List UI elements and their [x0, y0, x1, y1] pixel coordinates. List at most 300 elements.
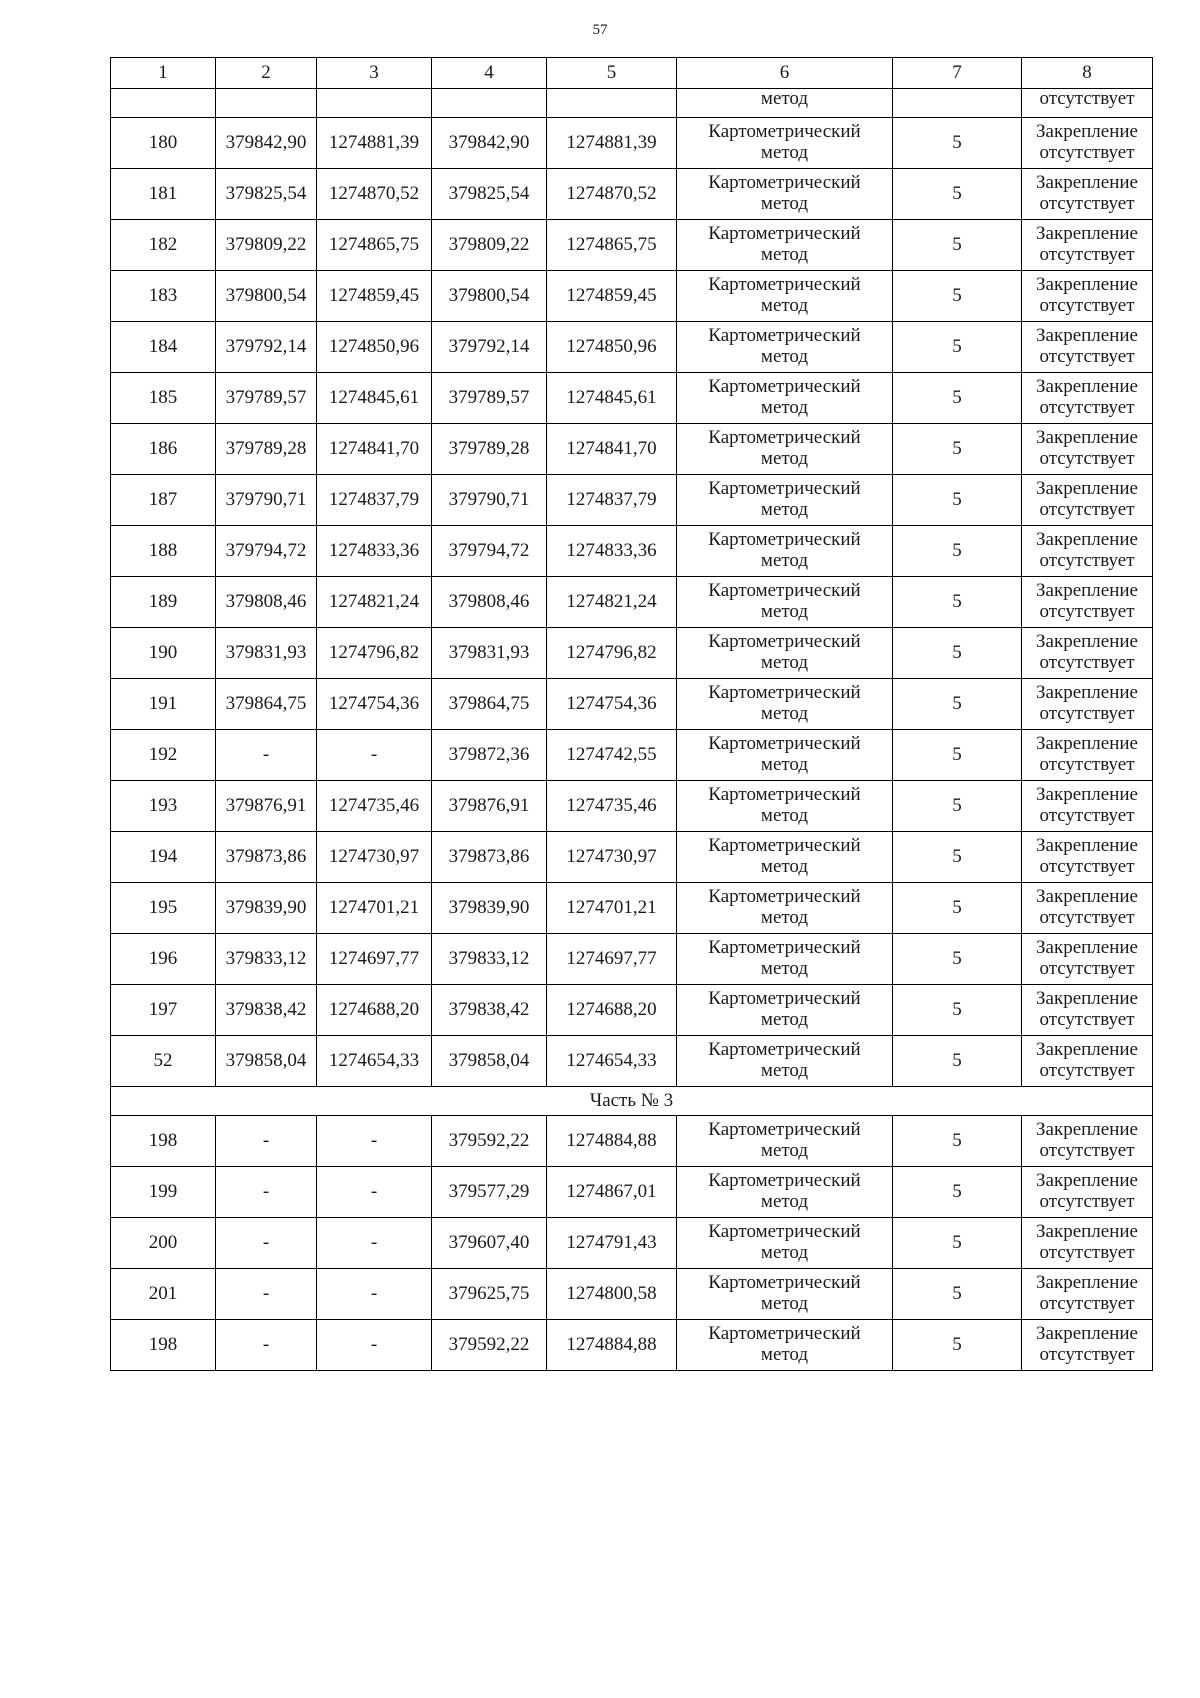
page-number: 57 — [592, 22, 608, 38]
table-row — [111, 985, 1153, 1036]
table-row — [111, 883, 1153, 934]
method-cell-line: Картометрический — [708, 172, 861, 194]
y-new-cell: 1274845,61 — [547, 373, 677, 424]
table-row — [111, 271, 1153, 322]
accuracy-cell: 5 — [893, 424, 1022, 475]
fixing-cell-line: Закрепление — [1036, 1272, 1138, 1294]
fixing-cell — [1022, 883, 1153, 934]
method-cell-line: Картометрический — [708, 274, 861, 296]
method-cell-line: метод — [760, 754, 809, 775]
fixing-cell — [1022, 526, 1153, 577]
x-new-cell: 379607,40 — [432, 1218, 547, 1269]
table-row — [111, 1218, 1153, 1269]
y-old-cell: 1274688,20 — [317, 985, 432, 1036]
x-new-cell: 379794,72 — [432, 526, 547, 577]
point-number-cell: 190 — [111, 628, 216, 679]
fixing-cell-line: отсутствует — [1039, 142, 1135, 163]
x-old-cell: 379833,12 — [216, 934, 317, 985]
method-cell — [677, 169, 893, 220]
fixing-cell — [1022, 1167, 1153, 1218]
method-cell-line: метод — [760, 1242, 809, 1263]
point-number-cell: 52 — [111, 1036, 216, 1087]
fixing-cell-line: отсутствует — [1039, 193, 1135, 214]
accuracy-cell: 5 — [893, 220, 1022, 271]
table-row — [111, 628, 1153, 679]
fixing-cell — [1022, 1269, 1153, 1320]
method-cell-line: метод — [760, 907, 809, 928]
method-cell-line: Картометрический — [708, 1170, 861, 1192]
accuracy-cell: 5 — [893, 1320, 1022, 1371]
x-new-cell: 379825,54 — [432, 169, 547, 220]
method-cell-line: метод — [760, 1060, 809, 1081]
fixing-cell — [1022, 1116, 1153, 1167]
fixing-cell-line: Закрепление — [1036, 478, 1138, 500]
x-old-cell: 379794,72 — [216, 526, 317, 577]
fixing-cell-line: отсутствует — [1039, 907, 1135, 928]
y-new-cell: 1274865,75 — [547, 220, 677, 271]
accuracy-cell: 5 — [893, 1116, 1022, 1167]
method-cell-line: метод — [760, 856, 809, 877]
method-cell-line: метод — [760, 1191, 809, 1212]
table-row — [111, 373, 1153, 424]
x-old-cell: 379790,71 — [216, 475, 317, 526]
table-row — [111, 679, 1153, 730]
fixing-cell-line: Закрепление — [1036, 937, 1138, 959]
x-old-cell: - — [216, 1269, 317, 1320]
fixing-cell — [1022, 220, 1153, 271]
x-new-cell: 379872,36 — [432, 730, 547, 781]
fixing-cell-line: Закрепление — [1036, 274, 1138, 296]
y-new-cell: 1274859,45 — [547, 271, 677, 322]
fixing-cell — [1022, 271, 1153, 322]
x-old-cell: - — [216, 1116, 317, 1167]
point-number-cell: 191 — [111, 679, 216, 730]
column-header: 2 — [216, 58, 317, 89]
y-new-cell: 1274688,20 — [547, 985, 677, 1036]
fixing-cell-line: Закрепление — [1036, 172, 1138, 194]
accuracy-cell: 5 — [893, 1036, 1022, 1087]
method-cell: метод — [677, 89, 893, 118]
empty-cell — [547, 89, 677, 118]
accuracy-cell: 5 — [893, 1218, 1022, 1269]
x-new-cell: 379792,14 — [432, 322, 547, 373]
method-cell-line: Картометрический — [708, 1119, 861, 1141]
fixing-cell-line: Закрепление — [1036, 325, 1138, 347]
y-new-cell: 1274884,88 — [547, 1116, 677, 1167]
y-new-cell: 1274881,39 — [547, 118, 677, 169]
x-new-cell: 379842,90 — [432, 118, 547, 169]
point-number-cell: 198 — [111, 1116, 216, 1167]
method-cell-line: Картометрический — [708, 223, 861, 245]
y-old-cell: 1274865,75 — [317, 220, 432, 271]
table-row — [111, 118, 1153, 169]
method-cell-line: Картометрический — [708, 1323, 861, 1345]
method-cell-line: Картометрический — [708, 988, 861, 1010]
x-old-cell: 379831,93 — [216, 628, 317, 679]
y-old-cell: 1274754,36 — [317, 679, 432, 730]
y-new-cell: 1274837,79 — [547, 475, 677, 526]
fixing-cell-line: Закрепление — [1036, 733, 1138, 755]
method-cell-line: Картометрический — [708, 886, 861, 908]
table-row — [111, 1116, 1153, 1167]
fixing-cell-line: отсутствует — [1039, 652, 1135, 673]
x-old-cell: 379873,86 — [216, 832, 317, 883]
table-row — [111, 730, 1153, 781]
point-number-cell: 180 — [111, 118, 216, 169]
table-row — [111, 934, 1153, 985]
fixing-cell — [1022, 781, 1153, 832]
method-cell — [677, 118, 893, 169]
fixing-cell — [1022, 577, 1153, 628]
accuracy-cell: 5 — [893, 475, 1022, 526]
column-header: 8 — [1022, 58, 1153, 89]
method-cell — [677, 526, 893, 577]
method-cell-line: Картометрический — [708, 580, 861, 602]
table-row — [111, 832, 1153, 883]
method-cell — [677, 220, 893, 271]
section-title: Часть № 3 — [111, 1087, 1153, 1116]
method-cell-line: Картометрический — [708, 784, 861, 806]
accuracy-cell: 5 — [893, 679, 1022, 730]
fixing-cell-line: отсутствует — [1039, 754, 1135, 775]
x-new-cell: 379625,75 — [432, 1269, 547, 1320]
fixing-cell — [1022, 169, 1153, 220]
x-new-cell: 379873,86 — [432, 832, 547, 883]
x-new-cell: 379790,71 — [432, 475, 547, 526]
method-cell-line: метод — [760, 193, 809, 214]
fixing-cell-line: отсутствует — [1039, 856, 1135, 877]
x-old-cell: 379825,54 — [216, 169, 317, 220]
y-new-cell: 1274800,58 — [547, 1269, 677, 1320]
point-number-cell: 192 — [111, 730, 216, 781]
y-new-cell: 1274796,82 — [547, 628, 677, 679]
method-cell-line: метод — [760, 958, 809, 979]
table-row — [111, 781, 1153, 832]
section-header-row — [111, 1087, 1153, 1116]
x-old-cell: 379858,04 — [216, 1036, 317, 1087]
accuracy-cell: 5 — [893, 1269, 1022, 1320]
empty-cell — [216, 89, 317, 118]
accuracy-cell: 5 — [893, 628, 1022, 679]
column-header: 5 — [547, 58, 677, 89]
column-number-row — [111, 58, 1153, 89]
accuracy-cell: 5 — [893, 934, 1022, 985]
method-cell-line: метод — [760, 601, 809, 622]
method-cell-line: Картометрический — [708, 427, 861, 449]
method-cell — [677, 271, 893, 322]
x-old-cell: - — [216, 1167, 317, 1218]
fixing-cell-line: Закрепление — [1036, 223, 1138, 245]
method-cell-line: Картометрический — [708, 733, 861, 755]
x-old-cell: 379838,42 — [216, 985, 317, 1036]
point-number-cell: 200 — [111, 1218, 216, 1269]
x-new-cell: 379858,04 — [432, 1036, 547, 1087]
fixing-cell — [1022, 1218, 1153, 1269]
fixing-cell-line: отсутствует — [1039, 550, 1135, 571]
fixing-cell-line: Закрепление — [1036, 1221, 1138, 1243]
fixing-cell — [1022, 1320, 1153, 1371]
x-new-cell: 379577,29 — [432, 1167, 547, 1218]
method-cell — [677, 628, 893, 679]
method-cell-line: метод — [760, 244, 809, 265]
y-new-cell: 1274735,46 — [547, 781, 677, 832]
table-body — [111, 58, 1153, 1371]
method-cell-line: метод — [760, 1344, 809, 1365]
x-old-cell: 379789,28 — [216, 424, 317, 475]
fixing-cell-line: Закрепление — [1036, 835, 1138, 857]
y-new-cell: 1274697,77 — [547, 934, 677, 985]
fixing-cell — [1022, 628, 1153, 679]
x-new-cell: 379809,22 — [432, 220, 547, 271]
fixing-cell-line: Закрепление — [1036, 121, 1138, 143]
fixing-cell-line: отсутствует — [1039, 1344, 1135, 1365]
fixing-cell — [1022, 679, 1153, 730]
fixing-cell-line: отсутствует — [1039, 958, 1135, 979]
y-old-cell: 1274821,24 — [317, 577, 432, 628]
x-old-cell: 379800,54 — [216, 271, 317, 322]
method-cell-line: метод — [760, 448, 809, 469]
empty-cell — [432, 89, 547, 118]
fixing-cell — [1022, 832, 1153, 883]
fixing-cell — [1022, 118, 1153, 169]
fixing-cell-line: Закрепление — [1036, 988, 1138, 1010]
y-old-cell: 1274859,45 — [317, 271, 432, 322]
fixing-cell — [1022, 985, 1153, 1036]
table-row — [111, 475, 1153, 526]
table-row — [111, 577, 1153, 628]
x-old-cell: 379809,22 — [216, 220, 317, 271]
method-cell — [677, 475, 893, 526]
fixing-cell-line: Закрепление — [1036, 376, 1138, 398]
table-row — [111, 1036, 1153, 1087]
y-old-cell: 1274837,79 — [317, 475, 432, 526]
point-number-cell: 195 — [111, 883, 216, 934]
x-new-cell: 379833,12 — [432, 934, 547, 985]
method-cell-line: метод — [760, 550, 809, 571]
x-old-cell: - — [216, 1320, 317, 1371]
column-header: 6 — [677, 58, 893, 89]
point-number-cell: 193 — [111, 781, 216, 832]
table-row — [111, 526, 1153, 577]
x-new-cell: 379592,22 — [432, 1116, 547, 1167]
method-cell-line: метод — [760, 703, 809, 724]
accuracy-cell: 5 — [893, 271, 1022, 322]
x-old-cell: 379842,90 — [216, 118, 317, 169]
x-new-cell: 379789,57 — [432, 373, 547, 424]
accuracy-cell: 5 — [893, 781, 1022, 832]
fixing-cell — [1022, 322, 1153, 373]
method-cell — [677, 577, 893, 628]
fixing-cell-line: отсутствует — [1039, 499, 1135, 520]
y-new-cell: 1274833,36 — [547, 526, 677, 577]
point-number-cell: 187 — [111, 475, 216, 526]
fixing-cell-line: Закрепление — [1036, 1039, 1138, 1061]
accuracy-cell: 5 — [893, 118, 1022, 169]
y-new-cell: 1274821,24 — [547, 577, 677, 628]
method-cell — [677, 883, 893, 934]
point-number-cell: 194 — [111, 832, 216, 883]
fixing-cell-line: отсутствует — [1039, 244, 1135, 265]
point-number-cell: 186 — [111, 424, 216, 475]
x-new-cell: 379831,93 — [432, 628, 547, 679]
method-cell-line: метод — [760, 397, 809, 418]
method-cell-line: Картометрический — [708, 1221, 861, 1243]
y-old-cell: 1274881,39 — [317, 118, 432, 169]
y-old-cell: 1274735,46 — [317, 781, 432, 832]
x-new-cell: 379800,54 — [432, 271, 547, 322]
method-cell — [677, 730, 893, 781]
column-header: 7 — [893, 58, 1022, 89]
accuracy-cell: 5 — [893, 883, 1022, 934]
y-new-cell: 1274742,55 — [547, 730, 677, 781]
fixing-cell — [1022, 373, 1153, 424]
y-old-cell: 1274796,82 — [317, 628, 432, 679]
method-cell — [677, 679, 893, 730]
method-cell — [677, 1116, 893, 1167]
method-cell-line: Картометрический — [708, 529, 861, 551]
method-cell-line: метод — [760, 1293, 809, 1314]
fixing-cell-line: отсутствует — [1039, 703, 1135, 724]
y-new-cell: 1274850,96 — [547, 322, 677, 373]
point-number-cell: 183 — [111, 271, 216, 322]
method-cell — [677, 985, 893, 1036]
y-old-cell: - — [317, 1269, 432, 1320]
table-row — [111, 1167, 1153, 1218]
table-row — [111, 1269, 1153, 1320]
method-cell — [677, 832, 893, 883]
method-cell — [677, 934, 893, 985]
fixing-cell-line: Закрепление — [1036, 631, 1138, 653]
method-cell-line: Картометрический — [708, 478, 861, 500]
fixing-cell — [1022, 424, 1153, 475]
x-old-cell: 379808,46 — [216, 577, 317, 628]
fixing-cell-line: Закрепление — [1036, 1323, 1138, 1345]
method-cell-line: Картометрический — [708, 682, 861, 704]
x-old-cell: 379839,90 — [216, 883, 317, 934]
method-cell-line: Картометрический — [708, 376, 861, 398]
method-cell-line: метод — [760, 499, 809, 520]
fixing-cell: отсутствует — [1022, 89, 1153, 118]
empty-cell — [317, 89, 432, 118]
method-cell — [677, 1269, 893, 1320]
accuracy-cell: 5 — [893, 832, 1022, 883]
method-cell — [677, 1218, 893, 1269]
point-number-cell: 182 — [111, 220, 216, 271]
y-old-cell: 1274841,70 — [317, 424, 432, 475]
y-new-cell: 1274870,52 — [547, 169, 677, 220]
method-cell-line: метод — [760, 1140, 809, 1161]
y-new-cell: 1274701,21 — [547, 883, 677, 934]
fixing-cell-line: отсутствует — [1039, 1242, 1135, 1263]
method-cell-line: метод — [760, 652, 809, 673]
y-new-cell: 1274867,01 — [547, 1167, 677, 1218]
accuracy-cell: 5 — [893, 169, 1022, 220]
fixing-cell-line: отсутствует — [1039, 397, 1135, 418]
x-new-cell: 379839,90 — [432, 883, 547, 934]
fixing-cell-line: Закрепление — [1036, 682, 1138, 704]
x-new-cell: 379789,28 — [432, 424, 547, 475]
point-number-cell: 184 — [111, 322, 216, 373]
coordinates-table — [110, 57, 1153, 1371]
accuracy-cell: 5 — [893, 373, 1022, 424]
column-header: 1 — [111, 58, 216, 89]
x-new-cell: 379864,75 — [432, 679, 547, 730]
method-cell — [677, 1320, 893, 1371]
column-header: 4 — [432, 58, 547, 89]
method-cell — [677, 781, 893, 832]
y-old-cell: - — [317, 1116, 432, 1167]
point-number-cell: 189 — [111, 577, 216, 628]
y-old-cell: 1274850,96 — [317, 322, 432, 373]
accuracy-cell: 5 — [893, 577, 1022, 628]
x-old-cell: - — [216, 730, 317, 781]
y-new-cell: 1274884,88 — [547, 1320, 677, 1371]
table-row — [111, 424, 1153, 475]
method-cell — [677, 1036, 893, 1087]
fixing-cell-line: Закрепление — [1036, 1170, 1138, 1192]
y-old-cell: 1274833,36 — [317, 526, 432, 577]
method-cell — [677, 322, 893, 373]
column-header: 3 — [317, 58, 432, 89]
method-cell-line: метод — [760, 295, 809, 316]
y-old-cell: - — [317, 1320, 432, 1371]
y-new-cell: 1274841,70 — [547, 424, 677, 475]
y-old-cell: 1274870,52 — [317, 169, 432, 220]
point-number-cell: 199 — [111, 1167, 216, 1218]
x-new-cell: 379838,42 — [432, 985, 547, 1036]
accuracy-cell: 5 — [893, 322, 1022, 373]
method-cell-line: Картометрический — [708, 1039, 861, 1061]
x-old-cell: 379792,14 — [216, 322, 317, 373]
method-cell-line: Картометрический — [708, 325, 861, 347]
method-cell-line: метод — [760, 1009, 809, 1030]
point-number-cell: 185 — [111, 373, 216, 424]
y-new-cell: 1274654,33 — [547, 1036, 677, 1087]
fixing-cell-line: Закрепление — [1036, 1119, 1138, 1141]
continuation-row — [111, 89, 1153, 118]
fixing-cell-line: отсутствует — [1039, 1293, 1135, 1314]
table-row — [111, 169, 1153, 220]
x-new-cell: 379876,91 — [432, 781, 547, 832]
table-row — [111, 220, 1153, 271]
x-old-cell: 379876,91 — [216, 781, 317, 832]
method-cell-line: Картометрический — [708, 1272, 861, 1294]
point-number-cell: 196 — [111, 934, 216, 985]
x-old-cell: 379864,75 — [216, 679, 317, 730]
method-cell-line: Картометрический — [708, 631, 861, 653]
accuracy-cell: 5 — [893, 730, 1022, 781]
accuracy-cell: 5 — [893, 526, 1022, 577]
table-row — [111, 322, 1153, 373]
fixing-cell-line: Закрепление — [1036, 580, 1138, 602]
method-cell — [677, 424, 893, 475]
fixing-cell-line: отсутствует — [1039, 1140, 1135, 1161]
fixing-cell-line: отсутствует — [1039, 1191, 1135, 1212]
point-number-cell: 198 — [111, 1320, 216, 1371]
fixing-cell-line: Закрепление — [1036, 784, 1138, 806]
y-old-cell: 1274654,33 — [317, 1036, 432, 1087]
method-cell-line: метод — [760, 805, 809, 826]
accuracy-cell: 5 — [893, 1167, 1022, 1218]
point-number-cell: 201 — [111, 1269, 216, 1320]
y-old-cell: - — [317, 1218, 432, 1269]
point-number-cell: 197 — [111, 985, 216, 1036]
fixing-cell-line: Закрепление — [1036, 427, 1138, 449]
y-old-cell: 1274845,61 — [317, 373, 432, 424]
fixing-cell-line: отсутствует — [1039, 805, 1135, 826]
accuracy-cell: 5 — [893, 985, 1022, 1036]
y-old-cell: - — [317, 1167, 432, 1218]
